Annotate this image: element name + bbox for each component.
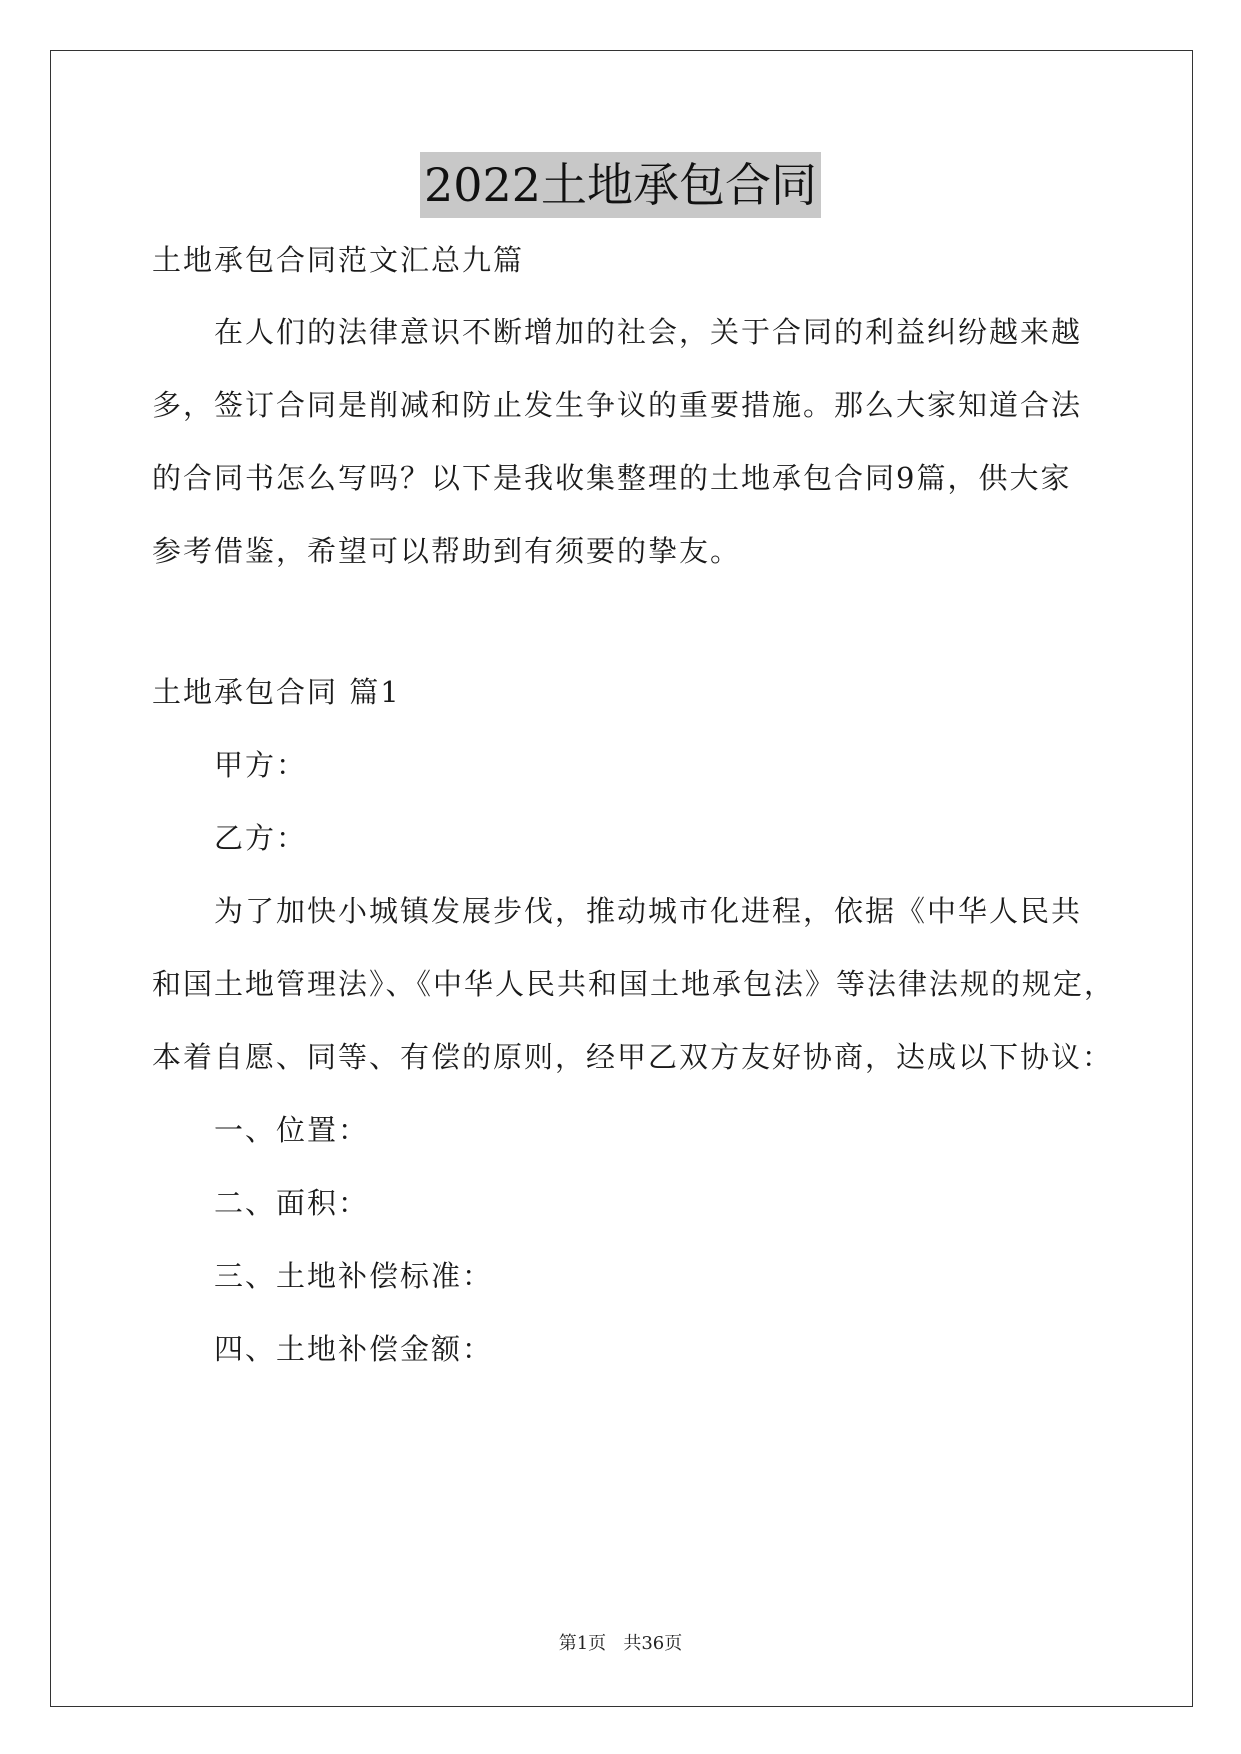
page-border bbox=[50, 50, 1193, 1707]
preamble-line-1: 为了加快小城镇发展步伐，推动城市化进程，依据《中华人民共 bbox=[214, 894, 1083, 928]
intro-line-3: 的合同书怎么写吗？以下是我收集整理的土地承包合同9篇，供大家 bbox=[152, 461, 1072, 495]
document-title: 2022土地承包合同 bbox=[420, 152, 821, 218]
section-heading: 土地承包合同 篇1 bbox=[152, 675, 401, 709]
party-b: 乙方： bbox=[214, 821, 308, 855]
clause-4: 四、土地补偿金额： bbox=[214, 1332, 494, 1366]
clause-2: 二、面积： bbox=[214, 1186, 370, 1220]
title-container bbox=[0, 152, 1241, 218]
intro-line-4: 参考借鉴，希望可以帮助到有须要的挚友。 bbox=[152, 534, 742, 568]
preamble-line-3: 本着自愿、同等、有偿的原则，经甲乙双方友好协商，达成以下协议： bbox=[152, 1040, 1114, 1074]
intro-line-1: 在人们的法律意识不断增加的社会，关于合同的利益纠纷越来越 bbox=[214, 315, 1083, 349]
page-number-footer: 第1页 共36页 bbox=[558, 1633, 683, 1654]
preamble-line-2: 和国土地管理法》、《中华人民共和国土地承包法》等法律法规的规定， bbox=[152, 967, 1116, 1001]
clause-3: 三、土地补偿标准： bbox=[214, 1259, 494, 1293]
party-a: 甲方： bbox=[214, 748, 308, 782]
intro-line-2: 多，签订合同是削减和防止发生争议的重要措施。那么大家知道合法 bbox=[152, 388, 1083, 422]
document-subtitle: 土地承包合同范文汇总九篇 bbox=[152, 243, 525, 277]
clause-1: 一、位置： bbox=[214, 1113, 370, 1147]
